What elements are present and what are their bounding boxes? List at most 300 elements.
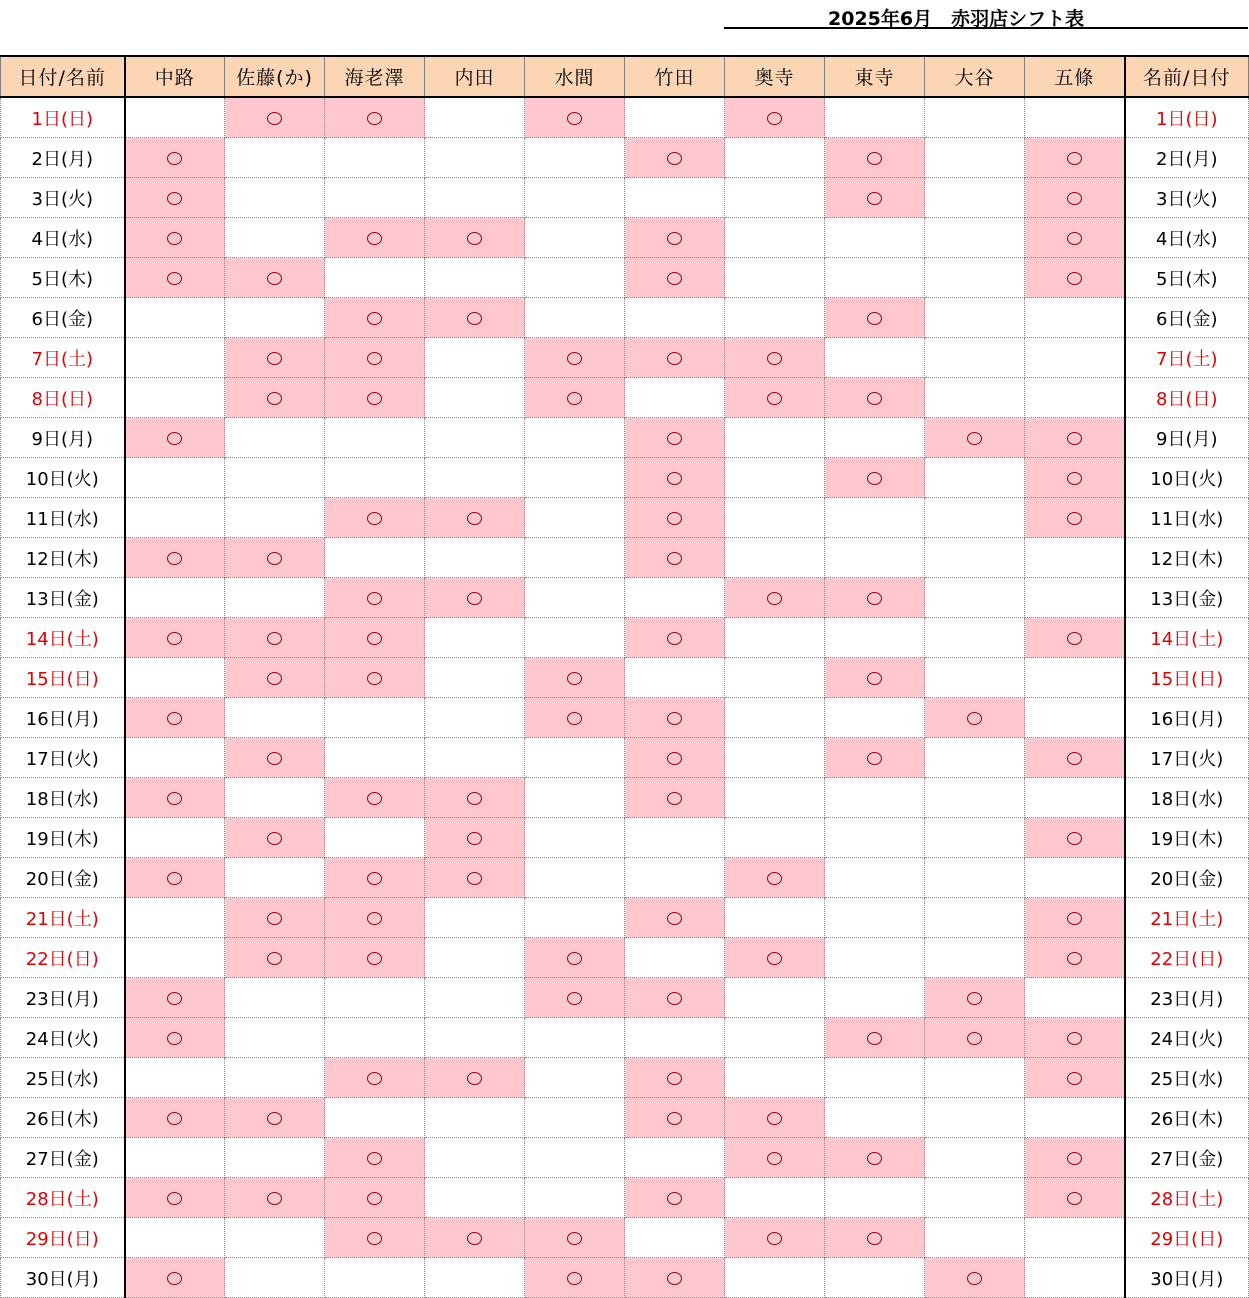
shift-cell[interactable]	[625, 218, 725, 258]
shift-cell[interactable]	[925, 898, 1025, 938]
shift-cell[interactable]	[925, 538, 1025, 578]
shift-cell[interactable]	[1025, 578, 1125, 618]
shift-cell[interactable]	[525, 858, 625, 898]
shift-cell[interactable]	[525, 698, 625, 738]
shift-cell[interactable]	[125, 338, 225, 378]
shift-cell[interactable]	[125, 138, 225, 178]
shift-cell[interactable]	[725, 138, 825, 178]
shift-cell[interactable]	[625, 738, 725, 778]
staff-header-8[interactable]: 大谷	[925, 56, 1025, 97]
shift-cell[interactable]	[525, 658, 625, 698]
shift-cell[interactable]	[125, 898, 225, 938]
shift-cell[interactable]	[925, 978, 1025, 1018]
shift-cell[interactable]	[625, 658, 725, 698]
shift-cell[interactable]	[725, 978, 825, 1018]
shift-cell[interactable]	[225, 138, 325, 178]
shift-cell[interactable]	[525, 1058, 625, 1098]
shift-cell[interactable]	[425, 218, 525, 258]
shift-cell[interactable]	[725, 1098, 825, 1138]
shift-cell[interactable]	[725, 498, 825, 538]
date-cell-left[interactable]: 12日(木)	[1, 538, 125, 578]
shift-cell[interactable]	[525, 218, 625, 258]
shift-cell[interactable]	[225, 938, 325, 978]
shift-cell[interactable]	[1025, 1178, 1125, 1218]
shift-cell[interactable]	[325, 738, 425, 778]
shift-cell[interactable]	[825, 898, 925, 938]
shift-cell[interactable]	[625, 778, 725, 818]
shift-cell[interactable]	[325, 1138, 425, 1178]
header-name-date-right[interactable]: 名前/日付	[1125, 56, 1249, 97]
shift-cell[interactable]	[925, 298, 1025, 338]
shift-cell[interactable]	[625, 858, 725, 898]
shift-cell[interactable]	[425, 938, 525, 978]
shift-cell[interactable]	[425, 618, 525, 658]
date-cell-right[interactable]: 4日(水)	[1125, 218, 1249, 258]
shift-cell[interactable]	[425, 178, 525, 218]
shift-cell[interactable]	[225, 898, 325, 938]
shift-cell[interactable]	[225, 858, 325, 898]
shift-cell[interactable]	[325, 938, 425, 978]
shift-cell[interactable]	[1025, 1018, 1125, 1058]
shift-cell[interactable]	[225, 738, 325, 778]
date-cell-right[interactable]: 23日(月)	[1125, 978, 1249, 1018]
shift-cell[interactable]	[125, 618, 225, 658]
shift-cell[interactable]	[425, 658, 525, 698]
shift-cell[interactable]	[625, 1258, 725, 1298]
date-cell-right[interactable]: 6日(金)	[1125, 298, 1249, 338]
shift-cell[interactable]	[325, 698, 425, 738]
shift-cell[interactable]	[325, 138, 425, 178]
shift-cell[interactable]	[825, 778, 925, 818]
shift-cell[interactable]	[125, 418, 225, 458]
shift-cell[interactable]	[625, 338, 725, 378]
date-cell-right[interactable]: 9日(月)	[1125, 418, 1249, 458]
shift-cell[interactable]	[825, 858, 925, 898]
shift-cell[interactable]	[825, 378, 925, 418]
date-cell-right[interactable]: 3日(火)	[1125, 178, 1249, 218]
shift-cell[interactable]	[1025, 778, 1125, 818]
shift-cell[interactable]	[125, 698, 225, 738]
shift-cell[interactable]	[825, 258, 925, 298]
shift-cell[interactable]	[625, 498, 725, 538]
date-cell-left[interactable]: 29日(日)	[1, 1218, 125, 1258]
shift-cell[interactable]	[225, 978, 325, 1018]
date-cell-right[interactable]: 8日(日)	[1125, 378, 1249, 418]
shift-cell[interactable]	[625, 458, 725, 498]
shift-cell[interactable]	[825, 1138, 925, 1178]
shift-cell[interactable]	[325, 978, 425, 1018]
shift-cell[interactable]	[1025, 738, 1125, 778]
date-cell-left[interactable]: 7日(土)	[1, 338, 125, 378]
shift-cell[interactable]	[825, 338, 925, 378]
shift-cell[interactable]	[725, 378, 825, 418]
shift-cell[interactable]	[725, 898, 825, 938]
date-cell-right[interactable]: 15日(日)	[1125, 658, 1249, 698]
shift-cell[interactable]	[725, 658, 825, 698]
shift-cell[interactable]	[425, 1018, 525, 1058]
shift-cell[interactable]	[725, 1018, 825, 1058]
shift-cell[interactable]	[325, 538, 425, 578]
shift-cell[interactable]	[1025, 1258, 1125, 1298]
shift-cell[interactable]	[925, 1258, 1025, 1298]
shift-cell[interactable]	[125, 1218, 225, 1258]
date-cell-left[interactable]: 2日(月)	[1, 138, 125, 178]
shift-cell[interactable]	[1025, 97, 1125, 138]
shift-cell[interactable]	[125, 978, 225, 1018]
shift-cell[interactable]	[625, 138, 725, 178]
shift-cell[interactable]	[225, 1218, 325, 1258]
shift-cell[interactable]	[225, 298, 325, 338]
shift-cell[interactable]	[125, 658, 225, 698]
shift-cell[interactable]	[725, 1058, 825, 1098]
shift-cell[interactable]	[425, 138, 525, 178]
shift-cell[interactable]	[525, 1178, 625, 1218]
shift-cell[interactable]	[225, 618, 325, 658]
shift-cell[interactable]	[225, 1018, 325, 1058]
shift-cell[interactable]	[925, 738, 1025, 778]
shift-cell[interactable]	[525, 538, 625, 578]
shift-cell[interactable]	[125, 298, 225, 338]
shift-cell[interactable]	[1025, 338, 1125, 378]
shift-cell[interactable]	[525, 338, 625, 378]
shift-cell[interactable]	[725, 458, 825, 498]
shift-cell[interactable]	[925, 578, 1025, 618]
shift-cell[interactable]	[525, 178, 625, 218]
shift-cell[interactable]	[525, 418, 625, 458]
shift-cell[interactable]	[425, 778, 525, 818]
date-cell-right[interactable]: 10日(火)	[1125, 458, 1249, 498]
shift-cell[interactable]	[625, 698, 725, 738]
date-cell-left[interactable]: 1日(日)	[1, 97, 125, 138]
shift-cell[interactable]	[225, 178, 325, 218]
shift-cell[interactable]	[925, 258, 1025, 298]
shift-cell[interactable]	[725, 738, 825, 778]
shift-cell[interactable]	[425, 858, 525, 898]
date-cell-left[interactable]: 11日(水)	[1, 498, 125, 538]
shift-cell[interactable]	[125, 258, 225, 298]
shift-cell[interactable]	[825, 498, 925, 538]
shift-cell[interactable]	[125, 858, 225, 898]
shift-cell[interactable]	[625, 818, 725, 858]
shift-cell[interactable]	[825, 298, 925, 338]
shift-cell[interactable]	[425, 818, 525, 858]
date-cell-right[interactable]: 17日(火)	[1125, 738, 1249, 778]
date-cell-right[interactable]: 18日(水)	[1125, 778, 1249, 818]
shift-cell[interactable]	[925, 698, 1025, 738]
shift-cell[interactable]	[125, 1018, 225, 1058]
shift-cell[interactable]	[225, 458, 325, 498]
shift-cell[interactable]	[825, 578, 925, 618]
shift-cell[interactable]	[1025, 1098, 1125, 1138]
date-cell-right[interactable]: 21日(土)	[1125, 898, 1249, 938]
shift-cell[interactable]	[325, 1018, 425, 1058]
shift-cell[interactable]	[525, 1098, 625, 1138]
shift-cell[interactable]	[1025, 138, 1125, 178]
shift-cell[interactable]	[225, 338, 325, 378]
shift-cell[interactable]	[625, 418, 725, 458]
shift-cell[interactable]	[425, 1138, 525, 1178]
date-cell-right[interactable]: 26日(木)	[1125, 1098, 1249, 1138]
staff-header-2[interactable]: 海老澤	[325, 56, 425, 97]
shift-cell[interactable]	[325, 258, 425, 298]
shift-cell[interactable]	[525, 738, 625, 778]
date-cell-left[interactable]: 24日(火)	[1, 1018, 125, 1058]
shift-cell[interactable]	[125, 938, 225, 978]
date-cell-left[interactable]: 14日(土)	[1, 618, 125, 658]
shift-cell[interactable]	[725, 1218, 825, 1258]
shift-cell[interactable]	[925, 938, 1025, 978]
shift-cell[interactable]	[225, 698, 325, 738]
shift-cell[interactable]	[225, 1058, 325, 1098]
shift-cell[interactable]	[125, 1138, 225, 1178]
shift-cell[interactable]	[225, 1258, 325, 1298]
shift-cell[interactable]	[925, 1098, 1025, 1138]
shift-cell[interactable]	[425, 418, 525, 458]
shift-cell[interactable]	[225, 578, 325, 618]
date-cell-left[interactable]: 4日(水)	[1, 218, 125, 258]
date-cell-left[interactable]: 17日(火)	[1, 738, 125, 778]
staff-header-5[interactable]: 竹田	[625, 56, 725, 97]
shift-cell[interactable]	[225, 778, 325, 818]
date-cell-right[interactable]: 20日(金)	[1125, 858, 1249, 898]
staff-header-7[interactable]: 東寺	[825, 56, 925, 97]
shift-cell[interactable]	[625, 97, 725, 138]
shift-cell[interactable]	[825, 418, 925, 458]
shift-cell[interactable]	[725, 338, 825, 378]
shift-cell[interactable]	[825, 738, 925, 778]
shift-cell[interactable]	[325, 1258, 425, 1298]
staff-header-4[interactable]: 水間	[525, 56, 625, 97]
shift-cell[interactable]	[325, 898, 425, 938]
shift-cell[interactable]	[825, 658, 925, 698]
date-cell-right[interactable]: 19日(木)	[1125, 818, 1249, 858]
shift-cell[interactable]	[525, 458, 625, 498]
shift-cell[interactable]	[1025, 458, 1125, 498]
shift-cell[interactable]	[1025, 418, 1125, 458]
shift-cell[interactable]	[325, 858, 425, 898]
shift-cell[interactable]	[825, 218, 925, 258]
shift-cell[interactable]	[525, 1018, 625, 1058]
shift-cell[interactable]	[525, 1258, 625, 1298]
shift-cell[interactable]	[325, 1218, 425, 1258]
date-cell-left[interactable]: 22日(日)	[1, 938, 125, 978]
shift-cell[interactable]	[525, 898, 625, 938]
shift-cell[interactable]	[125, 378, 225, 418]
shift-cell[interactable]	[625, 1218, 725, 1258]
date-cell-left[interactable]: 21日(土)	[1, 898, 125, 938]
shift-cell[interactable]	[425, 698, 525, 738]
date-cell-right[interactable]: 2日(月)	[1125, 138, 1249, 178]
date-cell-right[interactable]: 5日(木)	[1125, 258, 1249, 298]
shift-cell[interactable]	[425, 538, 525, 578]
shift-cell[interactable]	[525, 298, 625, 338]
shift-cell[interactable]	[825, 538, 925, 578]
shift-cell[interactable]	[925, 418, 1025, 458]
shift-cell[interactable]	[325, 418, 425, 458]
shift-cell[interactable]	[725, 1178, 825, 1218]
shift-cell[interactable]	[825, 978, 925, 1018]
shift-cell[interactable]	[625, 1138, 725, 1178]
date-cell-right[interactable]: 12日(木)	[1125, 538, 1249, 578]
shift-cell[interactable]	[325, 458, 425, 498]
shift-cell[interactable]	[925, 458, 1025, 498]
date-cell-right[interactable]: 24日(火)	[1125, 1018, 1249, 1058]
shift-cell[interactable]	[225, 538, 325, 578]
shift-cell[interactable]	[725, 578, 825, 618]
shift-cell[interactable]	[925, 138, 1025, 178]
shift-cell[interactable]	[125, 578, 225, 618]
shift-cell[interactable]	[525, 818, 625, 858]
date-cell-right[interactable]: 7日(土)	[1125, 338, 1249, 378]
shift-cell[interactable]	[325, 778, 425, 818]
shift-cell[interactable]	[325, 97, 425, 138]
shift-cell[interactable]	[225, 498, 325, 538]
shift-cell[interactable]	[725, 698, 825, 738]
shift-cell[interactable]	[425, 898, 525, 938]
staff-header-3[interactable]: 内田	[425, 56, 525, 97]
shift-cell[interactable]	[425, 978, 525, 1018]
date-cell-right[interactable]: 13日(金)	[1125, 578, 1249, 618]
shift-cell[interactable]	[125, 538, 225, 578]
shift-cell[interactable]	[125, 97, 225, 138]
shift-cell[interactable]	[325, 818, 425, 858]
shift-cell[interactable]	[825, 1218, 925, 1258]
shift-cell[interactable]	[425, 258, 525, 298]
shift-cell[interactable]	[1025, 978, 1125, 1018]
shift-cell[interactable]	[525, 1138, 625, 1178]
shift-cell[interactable]	[925, 378, 1025, 418]
shift-cell[interactable]	[425, 458, 525, 498]
shift-cell[interactable]	[225, 418, 325, 458]
shift-cell[interactable]	[825, 938, 925, 978]
shift-cell[interactable]	[1025, 658, 1125, 698]
shift-cell[interactable]	[825, 138, 925, 178]
shift-cell[interactable]	[1025, 1058, 1125, 1098]
staff-header-1[interactable]: 佐藤(か)	[225, 56, 325, 97]
shift-cell[interactable]	[925, 1218, 1025, 1258]
shift-cell[interactable]	[125, 778, 225, 818]
shift-cell[interactable]	[125, 1098, 225, 1138]
shift-cell[interactable]	[625, 978, 725, 1018]
shift-cell[interactable]	[325, 498, 425, 538]
shift-cell[interactable]	[425, 1058, 525, 1098]
shift-cell[interactable]	[625, 258, 725, 298]
shift-cell[interactable]	[725, 1258, 825, 1298]
date-cell-left[interactable]: 15日(日)	[1, 658, 125, 698]
shift-cell[interactable]	[1025, 498, 1125, 538]
shift-cell[interactable]	[825, 178, 925, 218]
shift-cell[interactable]	[925, 1178, 1025, 1218]
shift-cell[interactable]	[1025, 858, 1125, 898]
shift-cell[interactable]	[325, 378, 425, 418]
shift-cell[interactable]	[625, 578, 725, 618]
date-cell-left[interactable]: 20日(金)	[1, 858, 125, 898]
shift-cell[interactable]	[525, 578, 625, 618]
shift-cell[interactable]	[325, 578, 425, 618]
shift-cell[interactable]	[225, 97, 325, 138]
shift-cell[interactable]	[325, 298, 425, 338]
shift-cell[interactable]	[325, 218, 425, 258]
shift-cell[interactable]	[925, 1018, 1025, 1058]
shift-cell[interactable]	[125, 178, 225, 218]
staff-header-9[interactable]: 五條	[1025, 56, 1125, 97]
date-cell-left[interactable]: 28日(土)	[1, 1178, 125, 1218]
shift-cell[interactable]	[125, 1178, 225, 1218]
date-cell-left[interactable]: 6日(金)	[1, 298, 125, 338]
shift-cell[interactable]	[525, 97, 625, 138]
shift-cell[interactable]	[425, 1098, 525, 1138]
shift-cell[interactable]	[825, 1058, 925, 1098]
shift-cell[interactable]	[925, 778, 1025, 818]
shift-cell[interactable]	[425, 738, 525, 778]
shift-cell[interactable]	[725, 858, 825, 898]
shift-cell[interactable]	[1025, 938, 1125, 978]
shift-cell[interactable]	[625, 1098, 725, 1138]
shift-cell[interactable]	[725, 618, 825, 658]
shift-cell[interactable]	[625, 618, 725, 658]
shift-cell[interactable]	[425, 578, 525, 618]
shift-cell[interactable]	[325, 1178, 425, 1218]
shift-cell[interactable]	[925, 97, 1025, 138]
shift-cell[interactable]	[325, 338, 425, 378]
shift-cell[interactable]	[725, 258, 825, 298]
shift-cell[interactable]	[325, 178, 425, 218]
date-cell-left[interactable]: 18日(水)	[1, 778, 125, 818]
shift-cell[interactable]	[525, 258, 625, 298]
shift-cell[interactable]	[125, 218, 225, 258]
shift-cell[interactable]	[1025, 538, 1125, 578]
date-cell-left[interactable]: 19日(木)	[1, 818, 125, 858]
shift-cell[interactable]	[125, 1058, 225, 1098]
shift-cell[interactable]	[625, 298, 725, 338]
date-cell-right[interactable]: 30日(月)	[1125, 1258, 1249, 1298]
shift-cell[interactable]	[1025, 298, 1125, 338]
date-cell-right[interactable]: 11日(水)	[1125, 498, 1249, 538]
shift-cell[interactable]	[1025, 698, 1125, 738]
shift-cell[interactable]	[225, 1178, 325, 1218]
shift-cell[interactable]	[1025, 618, 1125, 658]
date-cell-right[interactable]: 29日(日)	[1125, 1218, 1249, 1258]
shift-cell[interactable]	[1025, 898, 1125, 938]
date-cell-right[interactable]: 27日(金)	[1125, 1138, 1249, 1178]
shift-cell[interactable]	[825, 1098, 925, 1138]
shift-cell[interactable]	[925, 498, 1025, 538]
shift-cell[interactable]	[725, 218, 825, 258]
shift-cell[interactable]	[525, 378, 625, 418]
shift-cell[interactable]	[825, 97, 925, 138]
shift-cell[interactable]	[425, 1258, 525, 1298]
shift-cell[interactable]	[825, 818, 925, 858]
date-cell-right[interactable]: 1日(日)	[1125, 97, 1249, 138]
shift-cell[interactable]	[925, 1138, 1025, 1178]
date-cell-left[interactable]: 5日(木)	[1, 258, 125, 298]
shift-cell[interactable]	[225, 658, 325, 698]
date-cell-right[interactable]: 14日(土)	[1125, 618, 1249, 658]
shift-cell[interactable]	[325, 658, 425, 698]
header-date-name-left[interactable]: 日付/名前	[1, 56, 125, 97]
shift-cell[interactable]	[325, 618, 425, 658]
shift-cell[interactable]	[825, 1018, 925, 1058]
shift-cell[interactable]	[1025, 178, 1125, 218]
shift-cell[interactable]	[525, 938, 625, 978]
shift-cell[interactable]	[425, 378, 525, 418]
shift-cell[interactable]	[725, 1138, 825, 1178]
shift-cell[interactable]	[425, 338, 525, 378]
date-cell-left[interactable]: 3日(火)	[1, 178, 125, 218]
shift-cell[interactable]	[725, 298, 825, 338]
shift-cell[interactable]	[625, 178, 725, 218]
shift-cell[interactable]	[525, 778, 625, 818]
